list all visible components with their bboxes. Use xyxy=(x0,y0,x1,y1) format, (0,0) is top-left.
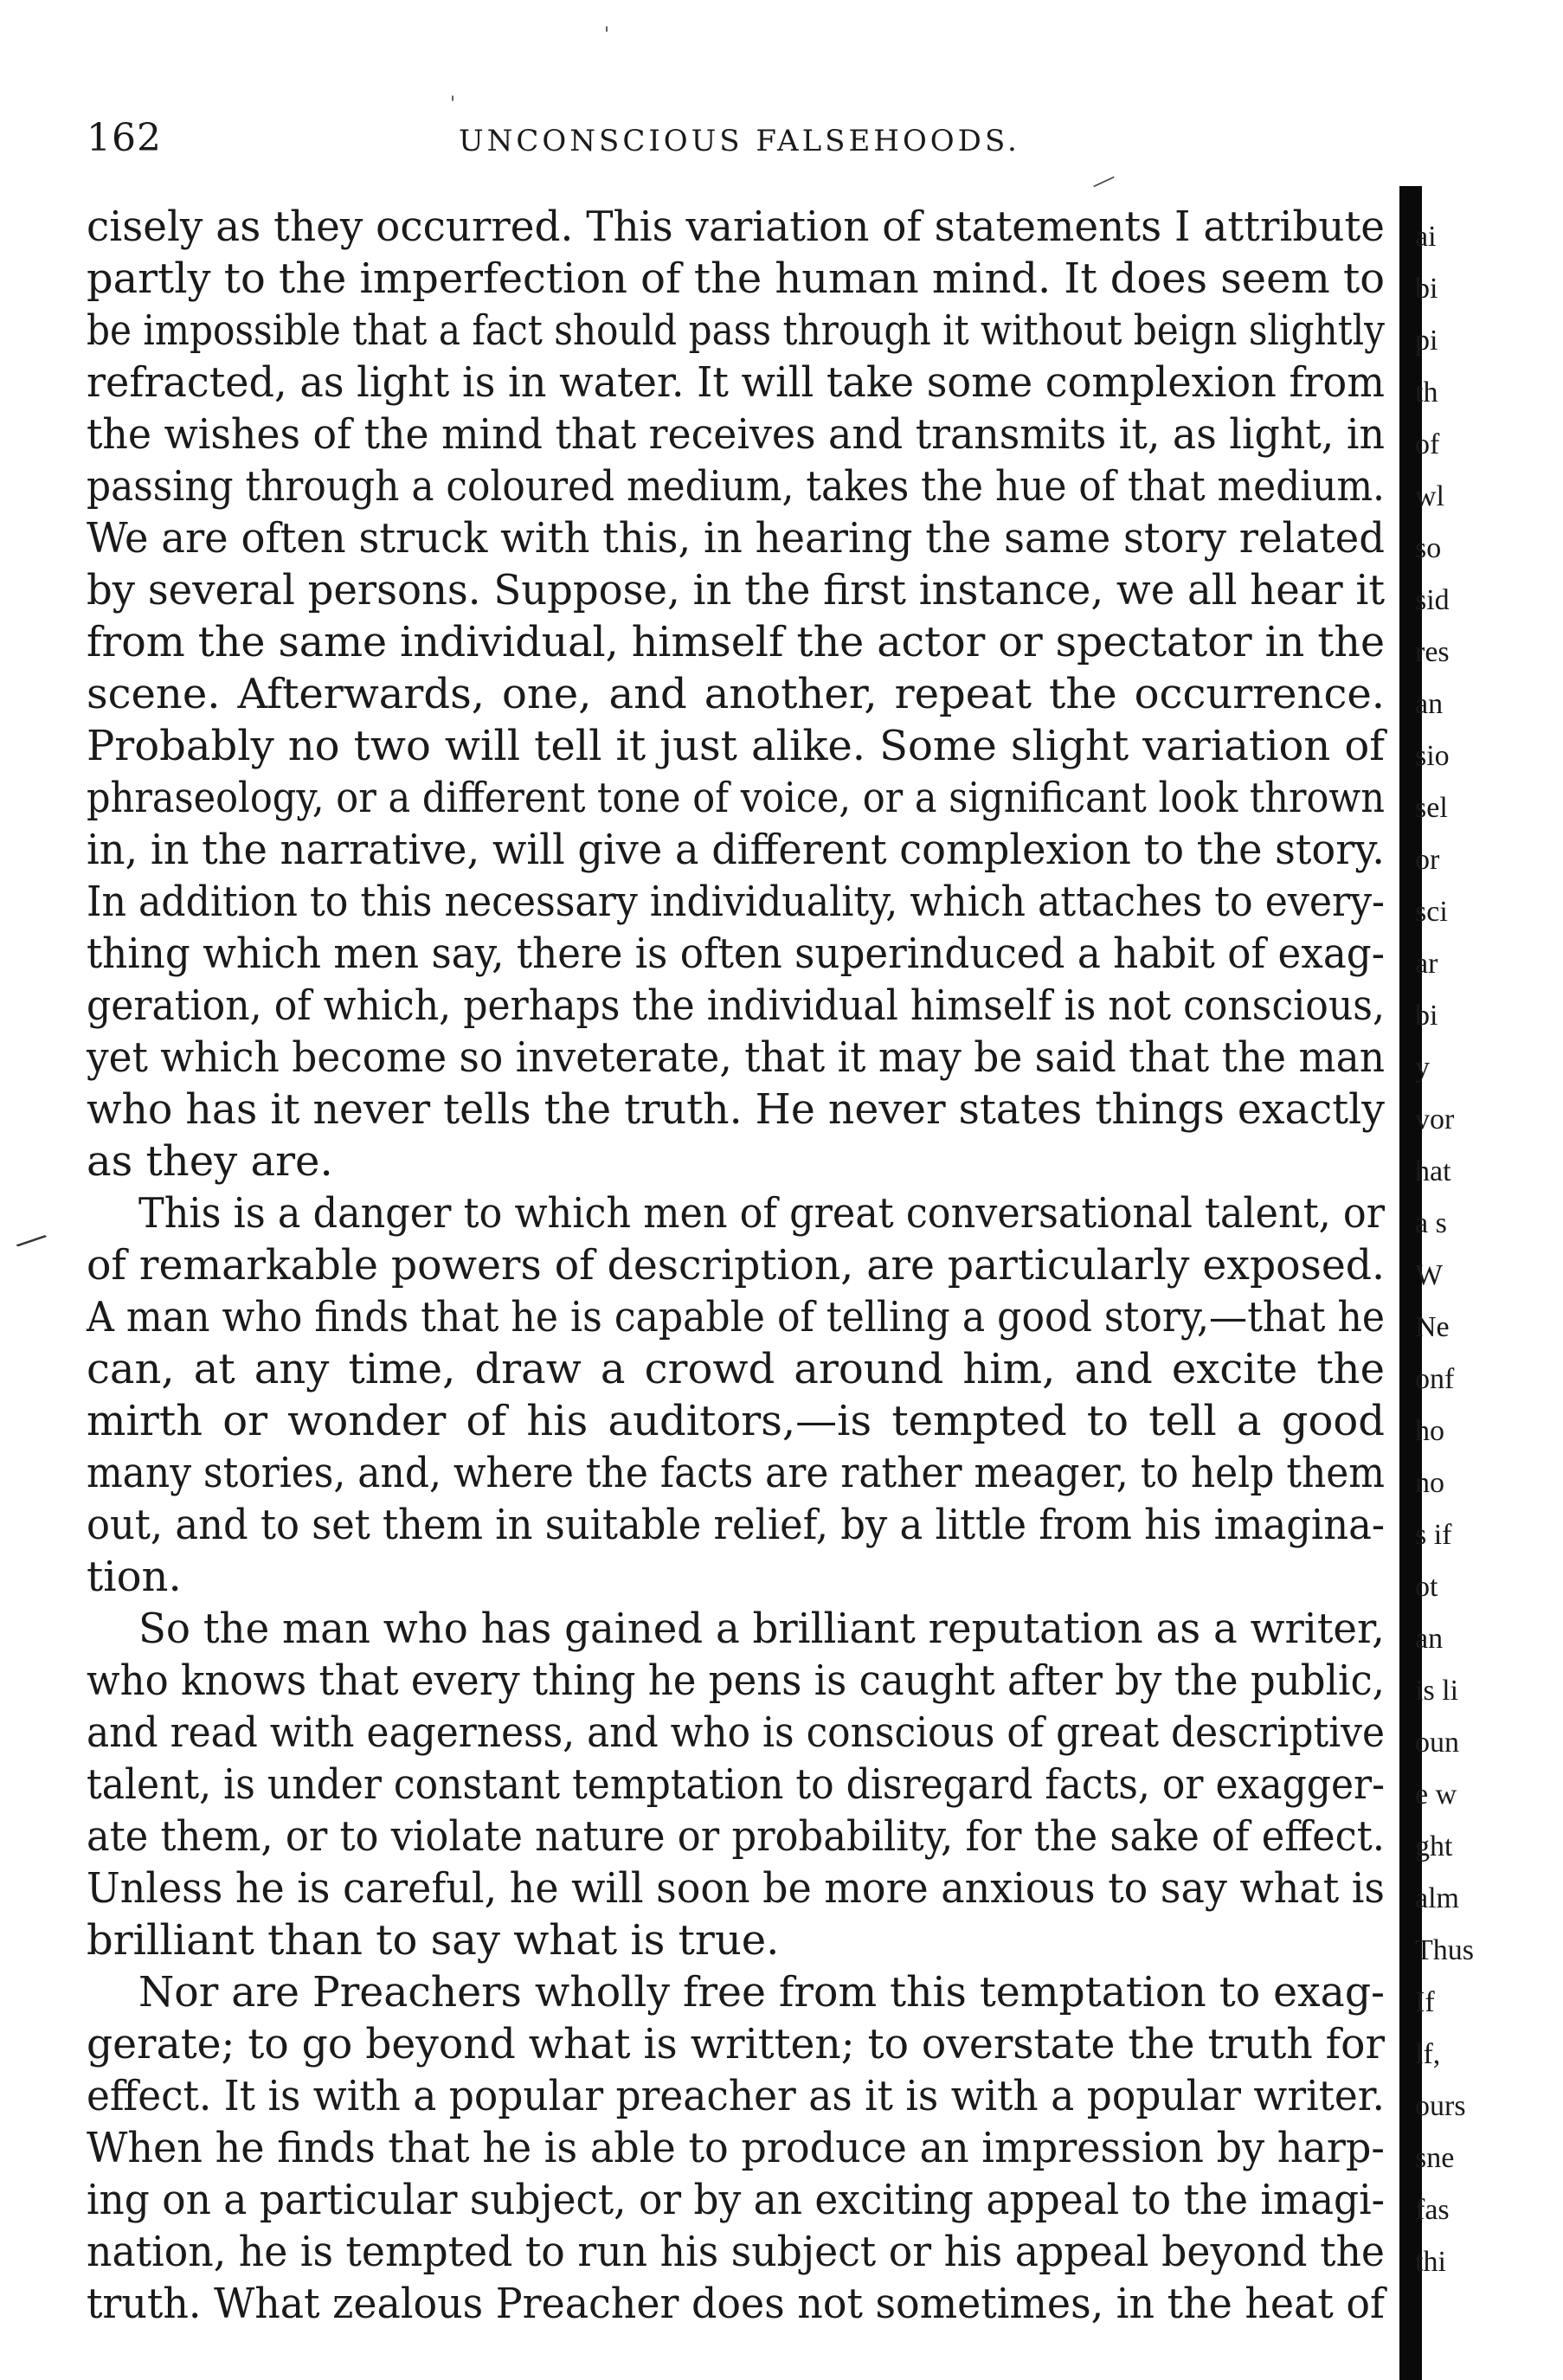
text-line: out, and to set them in suitable relief, by a little from his imagina- xyxy=(87,1501,1385,1549)
text-line: scene. Afterwards, one, and another, repeat the occurrence. xyxy=(87,670,1385,718)
text-line: in, in the narrative, will give a different complexion to the story. xyxy=(87,826,1385,874)
bleed-fragment: If xyxy=(1415,1986,1435,2018)
text-line: cisely as they occurred. This variation of statements I attribute xyxy=(87,203,1385,251)
text-line: the wishes of the mind that receives and transmits it, as light, in xyxy=(87,410,1385,459)
bleed-fragment: vor xyxy=(1415,1103,1455,1135)
text-line: by several persons. Suppose, in the first instance, we all hear it xyxy=(87,566,1385,614)
text-line: A man who finds that he is capable of telling a good story,—that he xyxy=(87,1293,1385,1341)
bleed-fragment: pi xyxy=(1415,325,1438,357)
bleed-fragment: sel xyxy=(1415,792,1448,824)
bleed-fragment: e w xyxy=(1415,1779,1457,1811)
text-line: brilliant than to say what is true. xyxy=(87,1916,780,1965)
bleed-fragment: bi xyxy=(1415,1000,1438,1032)
text-line: So the man who has gained a brilliant reputation as a writer, xyxy=(138,1605,1385,1653)
bleed-fragment: sci xyxy=(1415,896,1448,928)
bleed-fragment: th xyxy=(1415,376,1438,408)
bleed-fragment: s if xyxy=(1415,1519,1452,1551)
page-number: 162 xyxy=(87,116,162,160)
margin-mark: ⁄ xyxy=(15,1225,46,1259)
text-line: as they are. xyxy=(87,1137,333,1186)
bleed-fragment: no xyxy=(1415,1467,1444,1499)
text-line: mirth or wonder of his auditors,—is tempted to tell a good xyxy=(87,1397,1385,1445)
bleed-fragment: a s xyxy=(1415,1207,1447,1239)
bleed-fragment: res xyxy=(1415,636,1450,668)
text-line: gerate; to go beyond what is written; to overstate the truth for xyxy=(87,2020,1385,2068)
text-line: Probably no two will tell it just alike. Some slight variation of xyxy=(87,722,1385,770)
bleed-fragment: an xyxy=(1415,1623,1444,1655)
bleed-fragment: or xyxy=(1415,844,1440,876)
text-line: truth. What zealous Preacher does not sometimes, in the heat of xyxy=(87,2280,1385,2328)
bleed-fragment: hat xyxy=(1415,1155,1451,1187)
bleed-fragment: bi xyxy=(1415,273,1438,305)
bleed-fragment: alm xyxy=(1415,1882,1459,1914)
bleed-fragment: fas xyxy=(1415,2194,1450,2226)
text-line: and read with eagerness, and who is conscious of great descriptive xyxy=(87,1708,1385,1757)
bleed-fragment: ar xyxy=(1415,948,1438,980)
text-line: When he finds that he is able to produce an impression by harp- xyxy=(87,2124,1385,2172)
scan-speck: ― xyxy=(1087,164,1120,198)
text-line: partly to the imperfection of the human mind. It does seem to xyxy=(87,254,1385,303)
text-line: geration, of which, perhaps the individual himself is not conscious, xyxy=(87,981,1385,1030)
text-line: thing which men say, there is often superinduced a habit of exag- xyxy=(87,929,1385,978)
text-line: many stories, and, where the facts are rather meager, to help them xyxy=(87,1449,1385,1497)
bleed-fragment: sne xyxy=(1415,2142,1455,2174)
text-line: phraseology, or a different tone of voice, or a significant look thrown xyxy=(87,774,1385,822)
text-line: who knows that every thing he pens is caught after by the public, xyxy=(87,1656,1385,1705)
text-line: We are often struck with this, in hearing the same story related xyxy=(87,514,1385,563)
text-line: nation, he is tempted to run his subject or his appeal beyond the xyxy=(87,2228,1385,2276)
text-line: can, at any time, draw a crowd around him, and excite the xyxy=(87,1345,1385,1393)
bleed-fragment: thi xyxy=(1415,2246,1446,2278)
text-line: yet which become so inveterate, that it may be said that the man xyxy=(87,1033,1385,1082)
text-line: from the same individual, himself the actor or spectator in the xyxy=(87,618,1385,666)
bleed-fragment: so xyxy=(1415,532,1442,564)
scan-speck: ' xyxy=(450,93,456,115)
bleed-fragment: ght xyxy=(1415,1830,1453,1862)
bleed-fragment: Thus xyxy=(1415,1934,1474,1966)
text-line: tion. xyxy=(87,1553,182,1601)
bleed-fragment: wl xyxy=(1415,480,1444,512)
text-line: In addition to this necessary individuality, which attaches to every- xyxy=(87,878,1385,926)
facing-page-bleed xyxy=(1389,186,1474,2380)
bleed-fragment: W xyxy=(1415,1259,1444,1291)
text-line: refracted, as light is in water. It will take some complexion from xyxy=(87,358,1385,407)
bleed-fragment: ours xyxy=(1415,2090,1466,2122)
bleed-fragment: ho xyxy=(1415,1415,1444,1447)
text-line: Unless he is careful, he will soon be more anxious to say what is xyxy=(87,1864,1385,1913)
running-title: UNCONSCIOUS FALSEHOODS. xyxy=(459,124,1020,158)
bleed-fragment: y xyxy=(1415,1052,1430,1084)
text-line: Nor are Preachers wholly free from this temptation to exag- xyxy=(138,1968,1385,2017)
bleed-fragment: onf xyxy=(1415,1363,1455,1395)
bleed-fragment: Ne xyxy=(1415,1311,1450,1343)
text-line: ate them, or to violate nature or probability, for the sake of effect. xyxy=(87,1812,1385,1861)
text-line: This is a danger to which men of great conversational talent, or xyxy=(138,1189,1385,1238)
text-line: passing through a coloured medium, takes the hue of that medium. xyxy=(87,462,1385,511)
body-text xyxy=(87,201,1385,2330)
text-line: ing on a particular subject, or by an exciting appeal to the imagi- xyxy=(87,2176,1385,2224)
bleed-fragment: ai xyxy=(1415,221,1437,253)
bleed-fragment: of xyxy=(1415,428,1440,460)
bleed-fragment: ot xyxy=(1415,1571,1438,1603)
scan-speck: ' xyxy=(604,24,610,46)
bleed-fragment: an xyxy=(1415,688,1444,720)
bleed-fragment: sio xyxy=(1415,740,1450,772)
text-line: who has it never tells the truth. He never states things exactly xyxy=(87,1085,1385,1134)
bleed-fragment: sid xyxy=(1415,584,1450,616)
text-line: be impossible that a fact should pass through it without beign slightly xyxy=(87,306,1385,355)
bleed-fragment: lf, xyxy=(1415,2038,1441,2070)
text-line: effect. It is with a popular preacher as it is with a popular writer. xyxy=(87,2072,1385,2120)
bleed-fragment: oun xyxy=(1415,1727,1459,1759)
text-line: talent, is under constant temptation to disregard facts, or exagger- xyxy=(87,1760,1385,1809)
bleed-fragment: is li xyxy=(1415,1675,1459,1707)
text-line: of remarkable powers of description, are particularly exposed. xyxy=(87,1241,1385,1290)
